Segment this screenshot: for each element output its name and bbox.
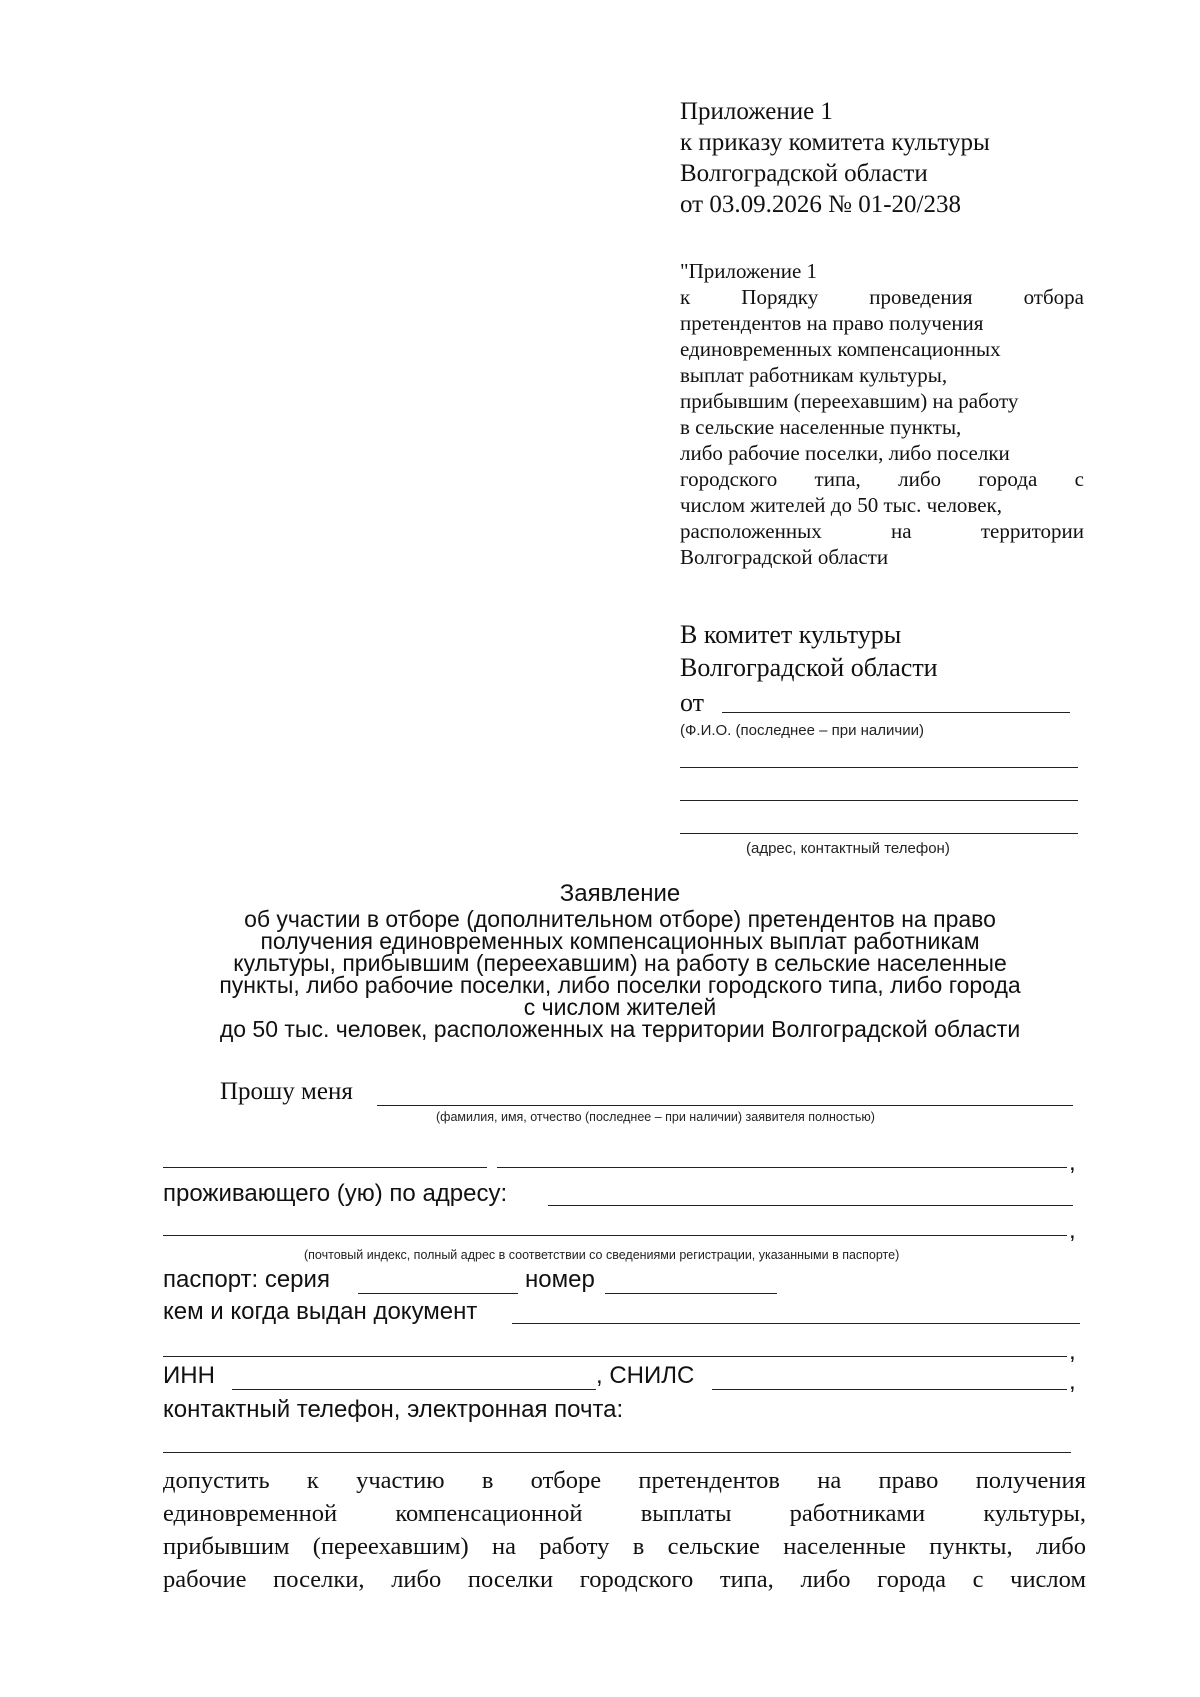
word: либо [391, 1566, 442, 1593]
snils-field[interactable] [712, 1389, 1067, 1390]
word: в [632, 1533, 645, 1560]
word: сельские [667, 1533, 760, 1560]
appendix-line: в сельские населенные пункты, [680, 415, 962, 439]
word: единовременной [163, 1500, 338, 1527]
document-title: Заявление [559, 880, 681, 907]
request-label: Прошу меня [220, 1078, 353, 1105]
word: на [817, 1467, 842, 1494]
word: участию [356, 1467, 445, 1494]
word: (переехавшим) [312, 1533, 469, 1560]
name-caption: (фамилия, имя, отчество (последнее – при наличии) заявителя полностью) [436, 1110, 875, 1124]
snils-label: , СНИЛС [596, 1362, 695, 1389]
word: городского [680, 467, 778, 491]
word: претендентов [638, 1467, 780, 1494]
title-line: с числом жителей [523, 994, 717, 1020]
full-name-field[interactable] [377, 1105, 1073, 1106]
inn-field[interactable] [232, 1389, 596, 1390]
address-field-line-3[interactable] [680, 833, 1078, 834]
word: числом [1010, 1566, 1086, 1593]
word: выплаты [640, 1500, 732, 1527]
order-header [680, 96, 990, 220]
word: на [891, 519, 912, 543]
title-line: получения единовременных компенсационных выплат работникам [260, 928, 980, 954]
word: территории [980, 519, 1084, 543]
word: прибывшим [163, 1533, 290, 1560]
appendix-line: Волгоградской области [680, 545, 889, 569]
address-field[interactable] [548, 1205, 1073, 1206]
passport-series-label: паспорт: серия [163, 1266, 330, 1293]
word: работниками [789, 1500, 926, 1527]
postal-caption: (почтовый индекс, полный адрес в соответствии со сведениями регистрации, указанными в паспорте) [304, 1248, 900, 1262]
word: отборе [530, 1467, 602, 1494]
word: культуры, [983, 1500, 1086, 1527]
word: отбора [1023, 285, 1084, 309]
comma: , [1069, 1217, 1076, 1244]
passport-series-field[interactable] [358, 1293, 518, 1294]
title-line: об участии в отборе (дополнительном отборе) претендентов на право [244, 906, 996, 932]
name-continuation-field-a[interactable] [163, 1167, 487, 1168]
comma: , [1069, 1149, 1076, 1176]
appendix-line: числом жителей до 50 тыс. человек, [680, 493, 1002, 517]
word: работу [539, 1533, 610, 1560]
request-paragraph [163, 1464, 1086, 1596]
appendix-line: единовременных компенсационных [680, 337, 1001, 361]
word: поселки [467, 1566, 554, 1593]
name-continuation-field-b[interactable] [497, 1167, 1067, 1168]
word: на [491, 1533, 516, 1560]
word: города [978, 467, 1038, 491]
paragraph-line [163, 1497, 1086, 1530]
fio-caption: (Ф.И.О. (последнее – при наличии) [680, 722, 924, 739]
address-caption: (адрес, контактный телефон) [746, 840, 950, 857]
passport-number-label: номер [525, 1266, 595, 1293]
word: либо [1035, 1533, 1086, 1560]
passport-number-field[interactable] [605, 1293, 777, 1294]
word: с [972, 1566, 984, 1593]
header-line: Волгоградской области [680, 160, 928, 187]
title-line: культуры, прибывшим (переехавшим) на работу в сельские населенные [233, 950, 1007, 976]
title-line: пункты, либо рабочие поселки, либо поселки городского типа, либо города [219, 972, 1021, 998]
appendix-line-justified [680, 518, 1084, 544]
word: компенсационной [395, 1500, 583, 1527]
appendix-line: "Приложение 1 [680, 259, 818, 283]
word: допустить [163, 1467, 270, 1494]
appendix-line-justified [680, 284, 1084, 310]
appendix-line: претендентов на право получения [680, 311, 984, 335]
issued-field[interactable] [512, 1323, 1080, 1324]
word: типа, [719, 1566, 774, 1593]
word: типа, [814, 467, 861, 491]
word: к [306, 1467, 319, 1494]
appendix-line: либо рабочие поселки, либо поселки [680, 441, 1010, 465]
word: проведения [869, 285, 973, 309]
appendix-reference [680, 258, 1084, 570]
paragraph-line [163, 1464, 1086, 1497]
word: Порядку [741, 285, 819, 309]
title-line: до 50 тыс. человек, расположенных на территории Волгоградской области [219, 1016, 1021, 1042]
appendix-line: выплат работникам культуры, [680, 363, 948, 387]
paragraph-line [163, 1563, 1086, 1596]
word: к [680, 285, 691, 309]
comma: , [1069, 1338, 1076, 1365]
word: с [1074, 467, 1084, 491]
word: либо [898, 467, 942, 491]
title-subject [150, 908, 1090, 1040]
word: получения [975, 1467, 1086, 1494]
applicant-name-field[interactable] [722, 712, 1070, 713]
word: населенные [783, 1533, 906, 1560]
word: расположенных [680, 519, 822, 543]
issued-continuation-field[interactable] [163, 1356, 1067, 1357]
header-line: от 03.09.2026 № 01-20/238 [680, 191, 961, 218]
appendix-line-justified [680, 466, 1084, 492]
word: поселки, [273, 1566, 365, 1593]
residing-label: проживающего (ую) по адресу: [163, 1180, 508, 1207]
issued-label: кем и когда выдан документ [163, 1298, 478, 1325]
word: города [877, 1566, 946, 1593]
address-field-line-2[interactable] [680, 800, 1078, 801]
address-field-line-1[interactable] [680, 767, 1078, 768]
contact-field[interactable] [163, 1452, 1071, 1453]
comma: , [1069, 1368, 1076, 1395]
header-line: к приказу комитета культуры [680, 129, 990, 156]
inn-label: ИНН [163, 1362, 215, 1389]
paragraph-line [163, 1530, 1086, 1563]
contact-label: контактный телефон, электронная почта: [163, 1396, 624, 1423]
from-label: от [680, 688, 705, 717]
word: рабочие [163, 1566, 247, 1593]
recipient-line-1: В комитет культуры [680, 620, 902, 649]
word: в [481, 1467, 494, 1494]
header-line: Приложение 1 [680, 98, 833, 125]
word: либо [800, 1566, 851, 1593]
recipient-line-2: Волгоградской области [680, 653, 938, 682]
word: право [878, 1467, 939, 1494]
address-continuation-field[interactable] [163, 1235, 1067, 1236]
word: пункты, [929, 1533, 1013, 1560]
word: городского [579, 1566, 694, 1593]
appendix-line: прибывшим (переехавшим) на работу [680, 389, 1019, 413]
